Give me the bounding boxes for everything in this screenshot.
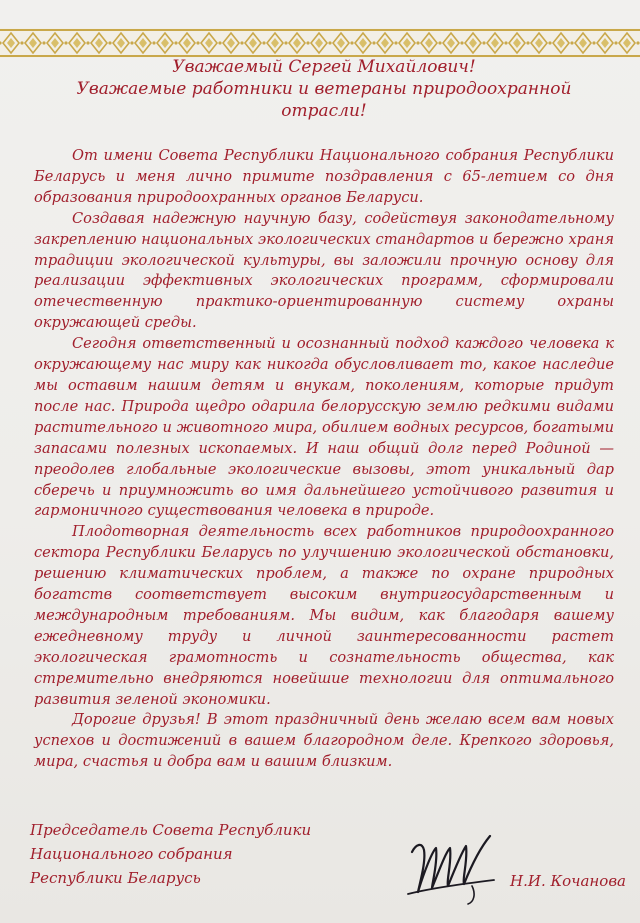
signature-block <box>30 818 630 908</box>
gold-ornament-border <box>0 28 640 58</box>
salutation-general: Уважаемые работники и ветераны природоохранной отрасли! <box>76 79 572 121</box>
signer-position-line-3: Республики Беларусь <box>30 869 201 887</box>
paragraph-3: Сегодня ответственный и осознанный подход каждого человека к окружающему нас миру как никогда обусловливает то, какое наследие мы оставим нашим детям и внукам, поколениям, которые придут после нас. Природа щедро одарила белорусскую землю редкими видами растительного и животного мира, обилием водных ресурсов, богатыми запасами полезных ископаемых. И наш общий долг перед Родиной — преодолев глобальные экологические вызовы, этот уникальный дар сберечь и приумножить во имя дальнейшего устойчивого развития и гармоничного существования человека в природе. <box>34 335 614 520</box>
letter-content <box>34 56 614 773</box>
paragraph-4: Плодотворная деятельность всех работников природоохранного сектора Республики Беларусь по улучшению экологической обстановки, решению климатических проблем, а также по охране природных богатств соответствует высоким внутригосударственным и международным требованиям. Мы видим, как благодаря вашему ежедневному труду и личной заинтересованности растет экологическая грамотность и сознательность общества, как стремительно внедряются новейшие технологии для оптимального развития зеленой экономики. <box>34 523 614 708</box>
paragraph-1: От имени Совета Республики Национального собрания Республики Беларусь и меня лично примите поздравления с 65-летием со дня образования природоохранных органов Беларуси. <box>34 147 614 206</box>
paragraph-5: Дорогие друзья! В этот праздничный день желаю всем вам новых успехов и достижений в вашем благородном деле. Крепкого здоровья, мира, счастья и добра вам и вашим близким. <box>34 711 614 771</box>
signer-position <box>30 818 311 890</box>
signer-position-line-2: Национального собрания <box>30 845 233 863</box>
signer-name: Н.И. Кочанова <box>510 872 626 890</box>
handwritten-signature <box>402 822 502 906</box>
paragraph-2: Создавая надежную научную базу, содействуя законодательному закреплению национальных экологических стандартов и бережно храня традиции экологической культуры, вы заложили прочную основу для реализации эффективных экологических программ, сформировали отечественную практико-ориентированную систему охраны окружающей среды. <box>34 209 614 332</box>
letter-body <box>34 146 614 773</box>
salutation-personal: Уважаемый Сергей Михайлович! <box>172 57 476 77</box>
signer-position-line-1: Председатель Совета Республики <box>30 821 312 839</box>
